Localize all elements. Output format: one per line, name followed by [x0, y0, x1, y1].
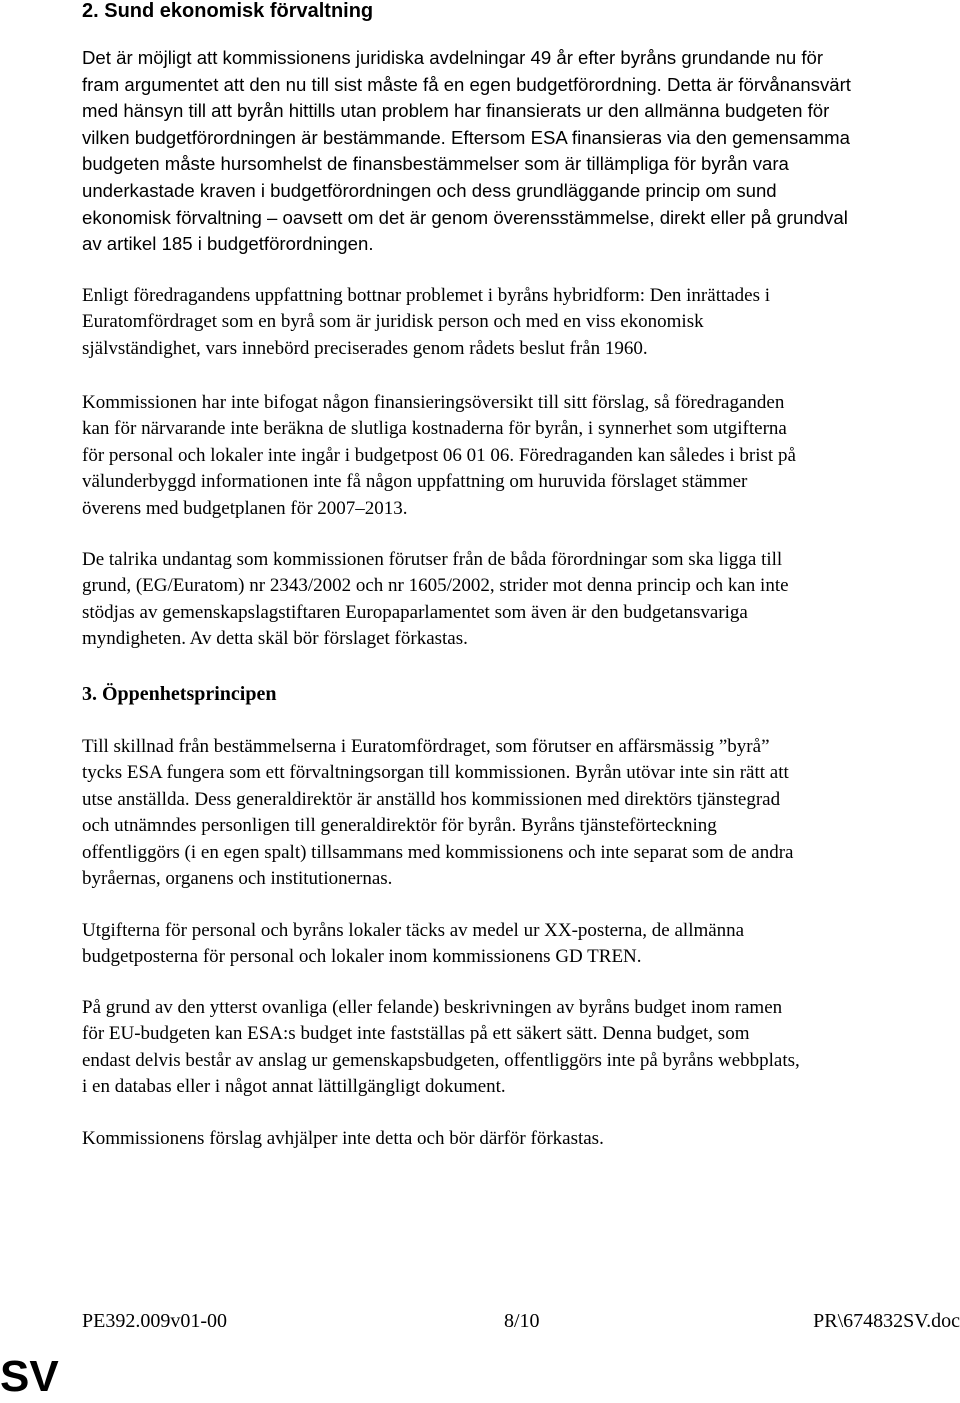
page-number: 8/10	[504, 1310, 540, 1332]
document-reference: PE392.009v01-00	[82, 1310, 227, 1332]
text-line: välunderbyggd informationen inte få någon uppfattning om huruvida förslaget stämmer	[82, 471, 748, 493]
paragraph	[82, 734, 960, 892]
text-line: underkastade kraven i budgetförordningen och dess grundläggande princip om sund	[82, 179, 777, 201]
text-line: ekonomisk förvaltning – oavsett om det är genom överensstämmelse, direkt eller på grundval	[82, 206, 848, 228]
text-line: budgetposterna för personal och lokaler inom kommissionens GD TREN.	[82, 946, 642, 968]
text-line: självständighet, vars innebörd preciserades genom rådets beslut från 1960.	[82, 337, 648, 359]
text-line: överens med budgetplanen för 2007–2013.	[82, 497, 408, 519]
text-line: De talrika undantag som kommissionen förutser från de båda förordningar som ska ligga till	[82, 549, 783, 570]
text-line: offentliggörs (i en egen spalt) tillsammans med kommissionens och inte separat som de andra	[82, 841, 794, 863]
text-line: i en databas eller i något annat lättillgängligt dokument.	[82, 1076, 506, 1098]
text-line: Euratomfördraget som en byrå som är juridisk person och med en viss ekonomisk	[82, 311, 704, 333]
text-line: för personal och lokaler inte ingår i budgetpost 06 01 06. Föredraganden kan således i brist på	[82, 444, 796, 466]
text-line: Kommissionens förslag avhjälper inte detta och bör därför förkastas.	[82, 1128, 604, 1149]
paragraph	[82, 283, 960, 362]
text-line: utse anställda. Dess generaldirektör är anställd hos kommissionen med direktörs tjänstegrad	[82, 788, 781, 810]
text-line: Till skillnad från bestämmelserna i Euratomfördraget, som förutser en affärsmässig ”byrå”	[82, 736, 770, 757]
text-line: tycks ESA fungera som ett förvaltningsorgan till kommissionen. Byrån utövar inte sin rätt att	[82, 762, 789, 784]
section-heading: 3. Öppenhetsprincipen	[82, 683, 277, 705]
paragraph	[82, 995, 960, 1101]
paragraph	[82, 918, 960, 971]
text-line: Enligt föredragandens uppfattning bottnar problemet i byråns hybridform: Den inrättades i	[82, 285, 771, 306]
text-line: stödjas av gemenskapslagstiftaren Europaparlamentet som även är den budgetansvariga	[82, 601, 748, 623]
text-line	[82, 125, 960, 152]
text-line: Kommissionen har inte bifogat någon finansieringsöversikt till sitt förslag, så föredraganden	[82, 392, 785, 413]
text-line: fram argumentet att den nu till sist måste få en egen budgetförordning. Detta är förvånansvärt	[82, 73, 851, 95]
paragraph	[82, 547, 960, 653]
text-line: byråernas, organens och institutionernas.	[82, 868, 393, 890]
paragraph	[82, 1126, 960, 1152]
text-line: av artikel 185 i budgetförordningen.	[82, 233, 374, 255]
file-name: PR\674832SV.doc	[813, 1310, 960, 1332]
text-line: myndigheten. Av detta skäl bör förslaget förkastas.	[82, 628, 468, 650]
text-fragment: vilken budgetförordningen är bestämmande.	[82, 126, 446, 148]
text-line: kan för närvarande inte beräkna de slutliga kostnaderna för byrån, i synnerhet som utgifterna	[82, 418, 787, 440]
text-line: Utgifterna för personal och byråns lokaler täcks av medel ur XX-posterna, de allmänna	[82, 920, 745, 941]
text-line: På grund av den ytterst ovanliga (eller felande) beskrivningen av byråns budget inom ramen	[82, 997, 783, 1018]
text-line: och utnämndes personligen till generaldirektör för byrån. Byråns tjänsteförteckning	[82, 815, 717, 837]
text-line: grund, (EG/Euratom) nr 2343/2002 och nr 1605/2002, strider mot denna princip och kan inte	[82, 575, 789, 597]
text-line: med hänsyn till att byrån hittills utan problem har finansierats ur den allmänna budgeten för	[82, 100, 830, 122]
text-line: budgeten måste hursomhelst de finansbestämmelser som är tillämpliga för byrån vara	[82, 153, 789, 175]
text-fragment: Eftersom ESA finansieras via den gemensamma	[445, 126, 850, 148]
section-heading: 2. Sund ekonomisk förvaltning	[82, 0, 374, 22]
text-line: endast delvis består av anslag ur gemenskapsbudgeten, offentliggörs inte på byråns webbplats,	[82, 1049, 800, 1071]
text-line: Det är möjligt att kommissionens juridiska avdelningar 49 år efter byråns grundande nu för	[82, 47, 824, 68]
language-code: SV	[0, 1352, 59, 1401]
paragraph	[82, 45, 960, 258]
paragraph	[82, 390, 960, 522]
text-line: för EU-budgeten kan ESA:s budget inte fastställas på ett säkert sätt. Denna budget, som	[82, 1023, 750, 1045]
